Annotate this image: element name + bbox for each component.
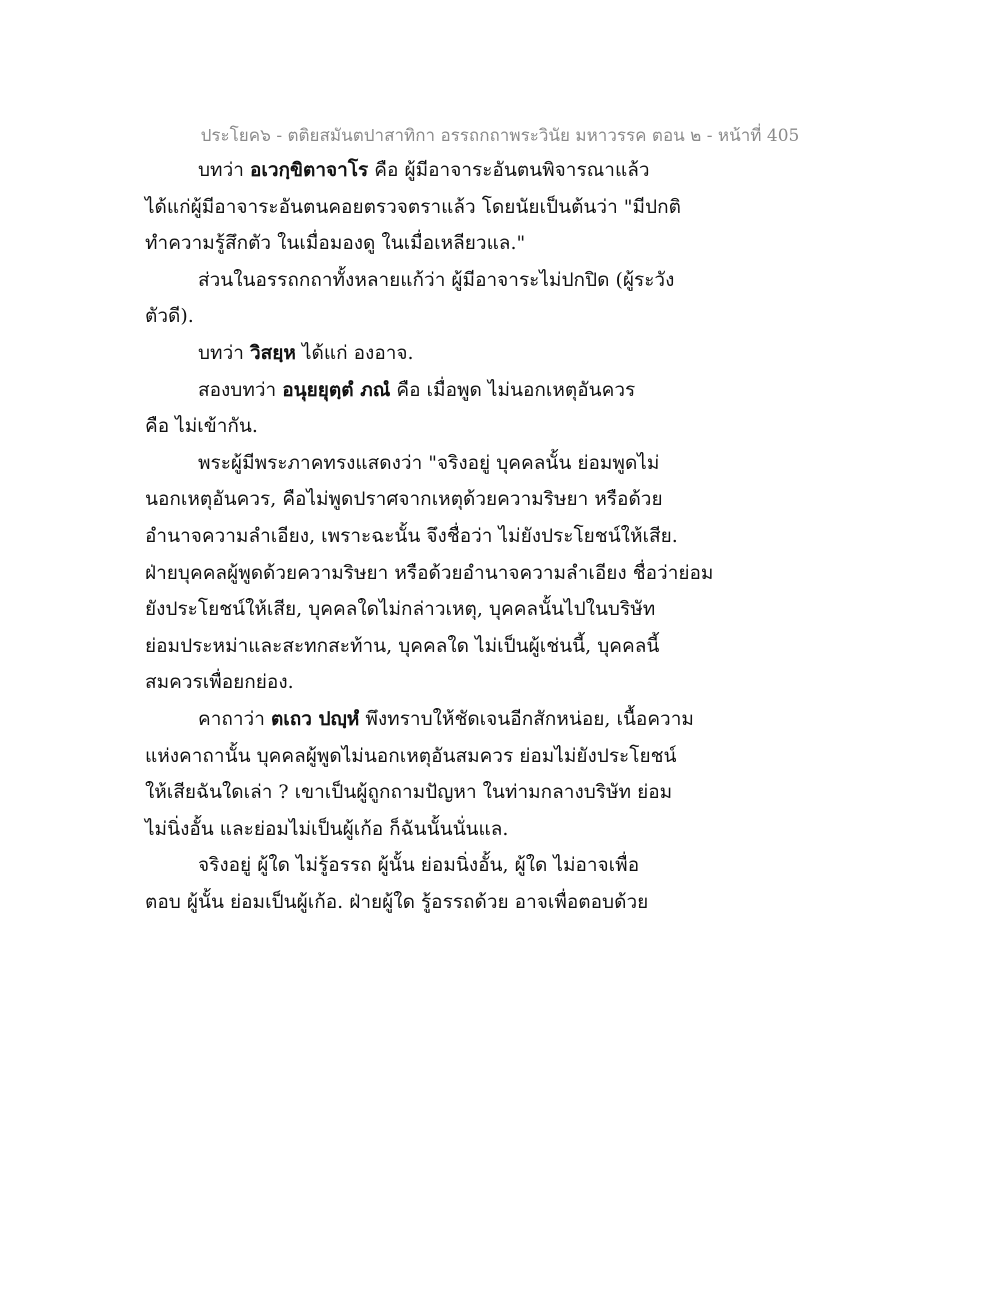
text-line	[145, 701, 705, 738]
text-span: แห่งคาถานั้น บุคคลผู้พูดไม่นอกเหตุอันสมควร ย่อมไม่ยังประโยชน์	[145, 744, 677, 767]
bold-term: อเวกฺขิตาจาโร	[249, 159, 369, 181]
text-span: ฝ่ายบุคคลผู้พูดด้วยความริษยา หรือด้วยอำนาจความลำเอียง ชื่อว่าย่อม	[145, 561, 714, 584]
text-span: จริงอยู่ ผู้ใด ไม่รู้อรรถ ผู้นั้น ย่อมนิ่งอั้น, ผู้ใด ไม่อาจเพื่อ	[198, 854, 640, 877]
text-line	[145, 372, 705, 409]
text-span: สองบทว่า	[198, 378, 283, 401]
text-span: พึงทราบให้ชัดเจนอีกสักหน่อย, เนื้อความ	[359, 707, 694, 730]
text-span: ส่วนในอรรถกถาทั้งหลายแก้ว่า ผู้มีอาจาระไม่ปกปิด (ผู้ระวัง	[198, 268, 675, 291]
text-line	[145, 189, 705, 226]
text-line	[145, 555, 714, 592]
bold-term: วิสยฺห	[249, 341, 296, 364]
text-span: ได้แก่ผู้มีอาจาระอันตนคอยตรวจตราแล้ว โดยนัยเป็นต้นว่า "มีปกติ	[145, 195, 681, 218]
text-line	[145, 591, 705, 628]
text-span: ได้แก่ องอาจ.	[295, 341, 414, 364]
text-line	[145, 335, 705, 372]
text-span: ไม่นิ่งอั้น และย่อมไม่เป็นผู้เก้อ ก็ฉันนั้นนั่นแล.	[145, 817, 509, 840]
text-span: ทำความรู้สึกตัว ในเมื่อมองดู ในเมื่อเหลียวแล."	[145, 232, 526, 255]
bold-term: ตเถว ปญฺหํ	[270, 707, 360, 730]
text-span: ยังประโยชน์ให้เสีย, บุคคลใดไม่กล่าวเหตุ, บุคคลนั้นไปในบริษัท	[145, 598, 656, 621]
body-text	[145, 152, 714, 920]
text-line	[145, 847, 705, 884]
text-line	[145, 664, 705, 701]
running-header: ประโยค๖ - ตติยสมันตปาสาทิกา อรรถกถาพระวินัย มหาวรรค ตอน ๒ - หน้าที่ 405	[200, 126, 800, 146]
text-span: นอกเหตุอันควร, คือไม่พูดปราศจากเหตุด้วยความริษยา หรือด้วย	[145, 488, 663, 511]
text-line	[145, 738, 705, 775]
text-line	[145, 225, 705, 262]
text-span: ให้เสียฉันใดเล่า ? เขาเป็นผู้ถูกถามปัญหา ในท่ามกลางบริษัท ย่อม	[145, 781, 673, 804]
text-span: คาถาว่า	[198, 707, 271, 730]
text-line	[145, 298, 705, 335]
bold-term: อนุยยุตฺตํ ภณํ	[282, 378, 391, 401]
text-span: ย่อมประหม่าและสะทกสะท้าน, บุคคลใด ไม่เป็นผู้เช่นนี้, บุคคลนี้	[145, 634, 660, 657]
text-span: ตัวดี).	[145, 305, 194, 328]
text-line	[145, 408, 705, 445]
text-span: บทว่า	[198, 159, 250, 181]
text-line	[145, 518, 705, 555]
text-line	[145, 262, 705, 299]
text-span: อำนาจความลำเอียง, เพราะฉะนั้น จึงชื่อว่า ไม่ยังประโยชน์ให้เสีย.	[145, 524, 678, 547]
text-span: คือ ผู้มีอาจาระอันตนพิจารณาแล้ว	[368, 159, 650, 181]
text-span: คือ ไม่เข้ากัน.	[145, 415, 258, 438]
text-line	[145, 628, 705, 665]
text-span: ตอบ ผู้นั้น ย่อมเป็นผู้เก้อ. ฝ่ายผู้ใด รู้อรรถด้วย อาจเพื่อตอบด้วย	[145, 890, 649, 913]
text-line	[145, 152, 705, 189]
text-span: คือ เมื่อพูด ไม่นอกเหตุอันควร	[390, 378, 636, 401]
text-line	[145, 481, 705, 518]
text-line	[145, 884, 705, 921]
text-line	[145, 811, 705, 848]
text-line	[145, 774, 705, 811]
text-span: บทว่า	[198, 341, 250, 364]
text-line	[145, 445, 705, 482]
text-span: พระผู้มีพระภาคทรงแสดงว่า "จริงอยู่ บุคคลนั้น ย่อมพูดไม่	[198, 451, 660, 474]
text-span: สมควรเพื่อยกย่อง.	[145, 671, 294, 694]
